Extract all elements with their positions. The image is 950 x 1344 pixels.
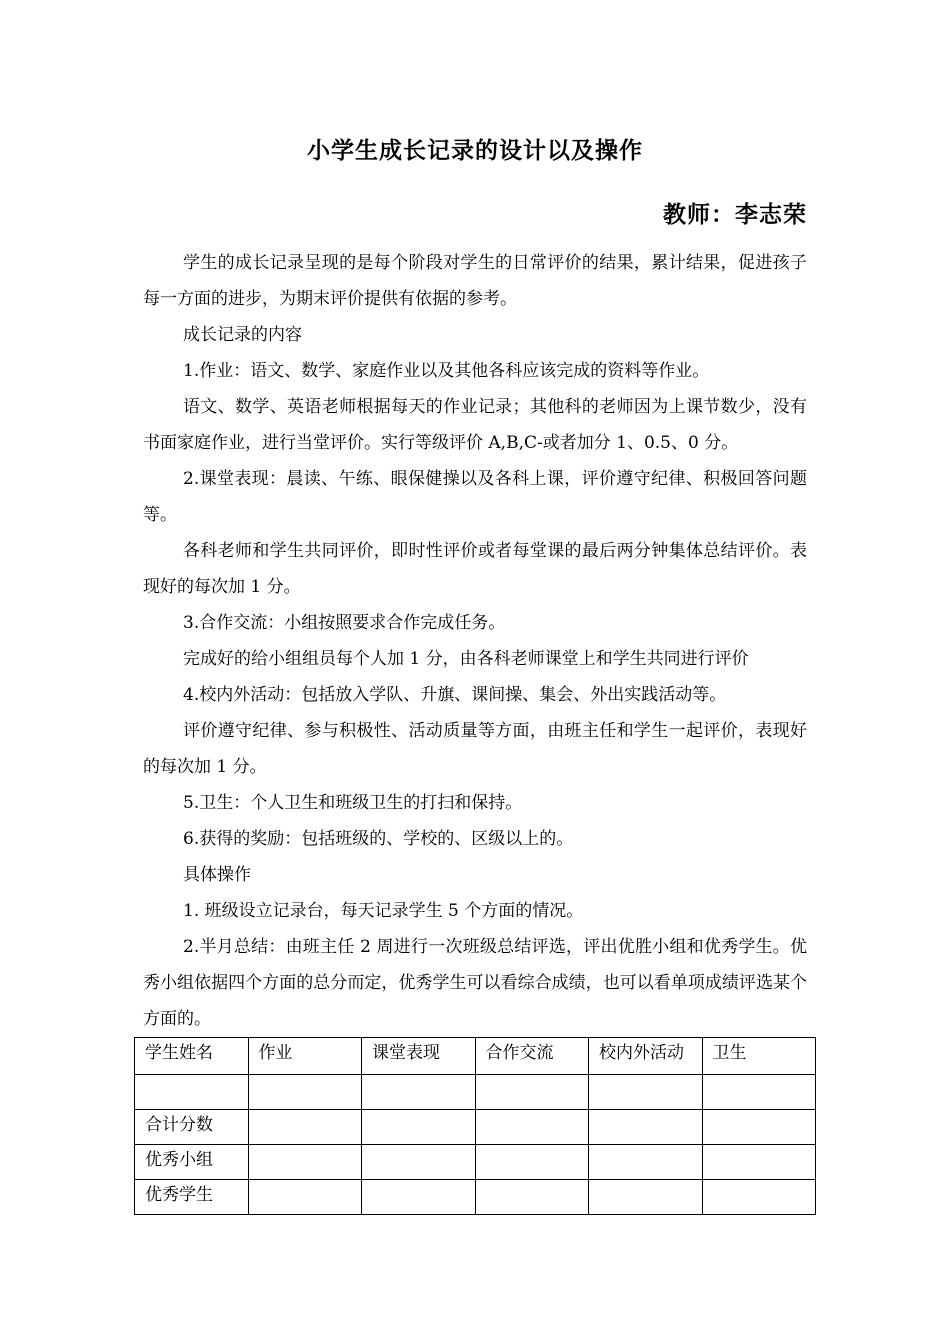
table-cell — [702, 1145, 816, 1180]
table-cell — [362, 1180, 476, 1215]
table-cell — [475, 1180, 589, 1215]
paragraph: 各科老师和学生共同评价，即时性评价或者每堂课的最后两分钟集体总结评价。表现好的每次加 1 分。 — [143, 541, 807, 597]
table-header-row — [135, 1038, 816, 1075]
table-cell — [135, 1075, 249, 1110]
document-title: 小学生成长记录的设计以及操作 — [307, 137, 643, 164]
table-cell: 合计分数 — [135, 1110, 249, 1145]
table-row — [135, 1075, 816, 1110]
paragraph: 2.课堂表现：晨读、午练、眼保健操以及各科上课，评价遵守纪律、积极回答问题等。 — [143, 469, 807, 525]
paragraph: 评价遵守纪律、参与积极性、活动质量等方面，由班主任和学生一起评价，表现好的每次加 1 分。 — [143, 721, 807, 777]
table-header-cell: 卫生 — [702, 1038, 816, 1075]
table-header-cell: 作业 — [248, 1038, 362, 1075]
table-cell — [248, 1075, 362, 1110]
table-cell — [475, 1145, 589, 1180]
table-row — [135, 1180, 816, 1215]
table-cell — [702, 1075, 816, 1110]
table-cell — [248, 1110, 362, 1145]
author-line: 教师：李志荣 — [663, 201, 807, 228]
table-cell — [589, 1145, 703, 1180]
paragraph: 2.半月总结：由班主任 2 周进行一次班级总结评选，评出优胜小组和优秀学生。优秀小组依据四个方面的总分而定，优秀学生可以看综合成绩，也可以看单项成绩评选某个方面的。 — [143, 937, 807, 1029]
paragraph: 成长记录的内容 — [183, 325, 302, 345]
record-table — [134, 1037, 816, 1215]
table-cell — [589, 1110, 703, 1145]
table-cell — [248, 1180, 362, 1215]
table-cell — [475, 1110, 589, 1145]
paragraph: 学生的成长记录呈现的是每个阶段对学生的日常评价的结果，累计结果，促进孩子每一方面的进步，为期末评价提供有依据的参考。 — [143, 253, 807, 309]
table-cell — [702, 1110, 816, 1145]
paragraph: 完成好的给小组组员每个人加 1 分，由各科老师课堂上和学生共同进行评价 — [183, 649, 749, 669]
paragraph: 1. 班级设立记录台，每天记录学生 5 个方面的情况。 — [183, 901, 584, 921]
paragraph: 6.获得的奖励：包括班级的、学校的、区级以上的。 — [183, 829, 574, 849]
table-cell — [475, 1075, 589, 1110]
table-cell — [702, 1180, 816, 1215]
table-cell: 优秀学生 — [135, 1180, 249, 1215]
body-text — [143, 245, 807, 1037]
paragraph: 3.合作交流：小组按照要求合作完成任务。 — [183, 613, 506, 633]
table-cell — [362, 1110, 476, 1145]
table-cell — [362, 1145, 476, 1180]
table-header-cell: 课堂表现 — [362, 1038, 476, 1075]
table-header-cell: 合作交流 — [475, 1038, 589, 1075]
paragraph: 语文、数学、英语老师根据每天的作业记录；其他科的老师因为上课节数少，没有书面家庭作业，进行当堂评价。实行等级评价 A,B,C-或者加分 1、0.5、0 分。 — [143, 397, 807, 453]
paragraph: 具体操作 — [183, 865, 251, 885]
table-cell — [362, 1075, 476, 1110]
table-cell: 优秀小组 — [135, 1145, 249, 1180]
paragraph: 4.校内外活动：包括放入学队、升旗、课间操、集会、外出实践活动等。 — [183, 685, 727, 705]
table-cell — [248, 1145, 362, 1180]
table-header-cell: 学生姓名 — [135, 1038, 249, 1075]
table-cell — [589, 1075, 703, 1110]
table-cell — [589, 1180, 703, 1215]
paragraph: 1.作业：语文、数学、家庭作业以及其他各科应该完成的资料等作业。 — [183, 361, 710, 381]
table-row — [135, 1110, 816, 1145]
table-row — [135, 1145, 816, 1180]
table-header-cell: 校内外活动 — [589, 1038, 703, 1075]
paragraph: 5.卫生：个人卫生和班级卫生的打扫和保持。 — [183, 793, 523, 813]
